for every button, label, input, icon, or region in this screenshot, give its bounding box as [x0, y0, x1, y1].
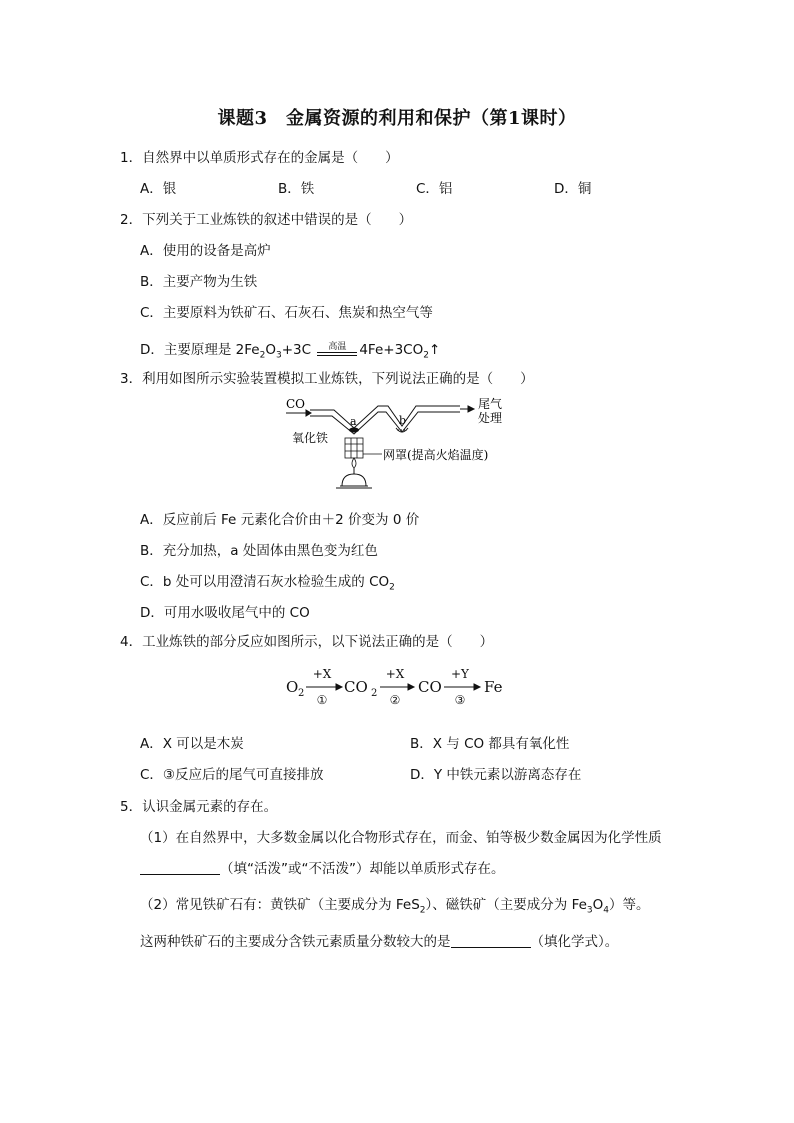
scheme-plus-y: +Y [451, 667, 469, 681]
q2-option-b[interactable]: B．主要产物为生铁 [140, 274, 258, 290]
svg-text:2: 2 [371, 688, 378, 699]
q4-options-row1 [140, 732, 700, 752]
iron-oxide-sample [349, 428, 359, 433]
fig-co-label: CO [286, 397, 306, 411]
q5-stem: 5．认识金属元素的存在。 [120, 799, 278, 815]
q5-blank-1[interactable] [140, 860, 220, 875]
flame-icon [352, 458, 356, 468]
scheme-plus-x-2: +X [385, 667, 405, 681]
fig-b-label: b [399, 414, 407, 427]
q3-option-c[interactable]: C．b 处可以用澄清石灰水检验生成的 $CO_2$ [140, 574, 395, 593]
q5-part2-line1: （2）常见铁矿石有：黄铁矿（主要成分为 FeS$_2$）、磁铁矿（主要成分为 $Fe_3O_4$）等。 [140, 897, 650, 916]
q1-options [140, 177, 700, 197]
q3-stem: 3．利用如图所示实验装置模拟工业炼铁，下列说法正确的是（ ） [120, 371, 534, 387]
q3-option-d[interactable]: D．可用水吸收尾气中的 CO [140, 605, 310, 621]
scheme-step-3: ③ [454, 693, 466, 707]
q2-option-c[interactable]: C．主要原料为铁矿石、石灰石、焦炭和热空气等 [140, 305, 433, 321]
high-temp-equals-sign: 高温 [315, 343, 359, 357]
q4-reaction-scheme [282, 660, 512, 710]
q3-option-a[interactable]: A．反应前后 Fe 元素化合价由＋2 价变为 0 价 [140, 512, 420, 528]
q3-option-b[interactable]: B．充分加热，a 处固体由黑色变为红色 [140, 543, 378, 559]
q4-stem: 4．工业炼铁的部分反应如图所示，以下说法正确的是（ ） [120, 634, 494, 650]
q5-part2-line2: 这两种铁矿石的主要成分含铁元素质量分数较大的是 （填化学式）。 [140, 934, 619, 950]
scheme-step-2: ② [389, 693, 401, 707]
fig-iron-oxide-label: 氧化铁 [292, 431, 329, 445]
fig-net-label: 网罩(提高火焰温度) [383, 448, 489, 462]
q2-option-d[interactable]: D．主要原理是 $2Fe_2O_3+3C$ 高温 $4Fe+3CO_2↑$ [140, 342, 441, 361]
q3-apparatus-figure [270, 394, 520, 496]
q1-stem: 1．自然界中以单质形式存在的金属是（ ） [120, 150, 399, 166]
scheme-co: CO [418, 678, 442, 696]
fig-tail-gas-label: 尾气 [478, 397, 503, 411]
q1-option-a[interactable]: A．银 [140, 181, 177, 197]
q5-part1-line2: （填“活泼”或“不活泼”）却能以单质形式存在。 [140, 857, 504, 877]
alcohol-lamp [342, 474, 366, 486]
fig-treatment-label: 处理 [478, 411, 503, 425]
q1-option-c[interactable]: C．铝 [416, 181, 453, 197]
q4-options-row2 [140, 763, 700, 783]
q4-option-a[interactable]: A．X 可以是木炭 [140, 736, 244, 752]
scheme-plus-x-1: +X [312, 667, 332, 681]
scheme-fe: Fe [484, 678, 503, 696]
gas-up-arrow-icon: ↑ [428, 342, 441, 358]
svg-text:2: 2 [298, 688, 305, 699]
fig-a-label: a [350, 415, 357, 428]
q4-option-c[interactable]: C．③反应后的尾气可直接排放 [140, 767, 324, 783]
q4-option-d[interactable]: D．Y 中铁元素以游离态存在 [410, 767, 582, 783]
scheme-co2: CO [344, 678, 368, 696]
q2-d-prefix: D．主要原理是 2Fe [140, 342, 260, 358]
q1-option-d[interactable]: D．铜 [554, 181, 592, 197]
page-title: 课题3 金属资源的利用和保护（第1课时） [217, 108, 577, 129]
q1-option-b[interactable]: B．铁 [278, 181, 315, 197]
scheme-o2: O [286, 678, 299, 696]
q5-blank-2[interactable] [451, 933, 531, 948]
q5-part1-line1: （1）在自然界中，大多数金属以化合物形式存在，而金、铂等极少数金属因为化学性质 [140, 830, 662, 846]
scheme-step-1: ① [316, 693, 328, 707]
net-cover [345, 438, 363, 458]
q2-option-a[interactable]: A．使用的设备是高炉 [140, 243, 271, 259]
q2-stem: 2．下列关于工业炼铁的叙述中错误的是（ ） [120, 212, 413, 228]
q4-option-b[interactable]: B．X 与 CO 都具有氧化性 [410, 736, 570, 752]
